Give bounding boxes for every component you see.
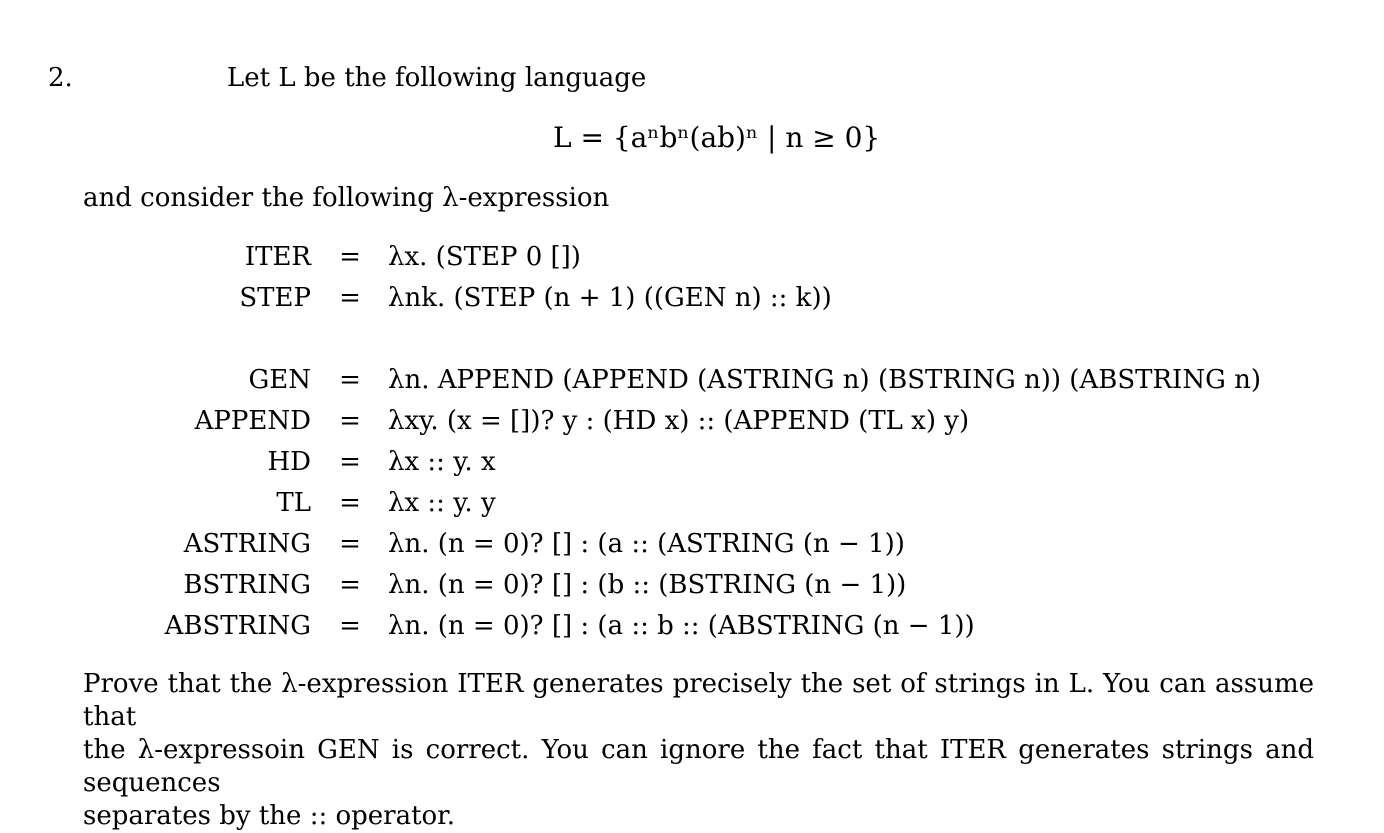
equals-sign: =	[339, 283, 361, 313]
problem-intro: Let L be the following language	[227, 63, 647, 93]
definition-expression: λn. (n = 0)? [] : (a :: b :: (ABSTRING (n − 1))	[388, 611, 975, 641]
definition-name: TL	[276, 488, 311, 518]
definition-name: APPEND	[194, 406, 311, 436]
definition-row	[0, 484, 1384, 522]
language-definition: L = {aⁿbⁿ(ab)ⁿ | n ≥ 0}	[553, 121, 881, 154]
equals-sign: =	[339, 611, 361, 641]
definition-expression: λnk. (STEP (n + 1) ((GEN n) :: k))	[388, 283, 832, 313]
definition-row	[0, 566, 1384, 604]
definition-row	[0, 238, 1384, 276]
definition-name: ASTRING	[183, 529, 311, 559]
definition-expression: λxy. (x = [])? y : (HD x) :: (APPEND (TL x) y)	[388, 406, 970, 436]
problem-number: 2.	[48, 63, 73, 93]
equals-sign: =	[339, 242, 361, 272]
equals-sign: =	[339, 570, 361, 600]
definition-expression: λx. (STEP 0 [])	[388, 242, 581, 272]
definition-row	[0, 607, 1384, 645]
definition-expression: λx :: y. y	[388, 488, 496, 518]
definition-name: STEP	[239, 283, 311, 313]
definition-expression: λn. APPEND (APPEND (ASTRING n) (BSTRING n)) (ABSTRING n)	[388, 365, 1261, 395]
definition-row	[0, 525, 1384, 563]
equals-sign: =	[339, 447, 361, 477]
definition-expression: λn. (n = 0)? [] : (b :: (BSTRING (n − 1))	[388, 570, 907, 600]
equals-sign: =	[339, 529, 361, 559]
definition-name: GEN	[248, 365, 311, 395]
definition-name: ABSTRING	[164, 611, 311, 641]
definition-name: ITER	[244, 242, 311, 272]
lead-in-text: and consider the following λ-expression	[83, 183, 610, 213]
equals-sign: =	[339, 406, 361, 436]
equals-sign: =	[339, 488, 361, 518]
definition-row	[0, 361, 1384, 399]
definition-row	[0, 279, 1384, 317]
definition-expression: λx :: y. x	[388, 447, 496, 477]
definition-row	[0, 443, 1384, 481]
definition-name: BSTRING	[183, 570, 311, 600]
task-line: separates by the :: operator.	[83, 801, 456, 831]
task-line: the λ-expressoin GEN is correct. You can ignore the fact that ITER generates strings and sequences	[83, 735, 1314, 798]
task-paragraph	[83, 668, 1314, 833]
definition-expression: λn. (n = 0)? [] : (a :: (ASTRING (n − 1))	[388, 529, 905, 559]
definition-name: HD	[267, 447, 311, 477]
task-line: Prove that the λ-expression ITER generates precisely the set of strings in L. You can assume that	[83, 669, 1314, 732]
equals-sign: =	[339, 365, 361, 395]
definition-row	[0, 402, 1384, 440]
